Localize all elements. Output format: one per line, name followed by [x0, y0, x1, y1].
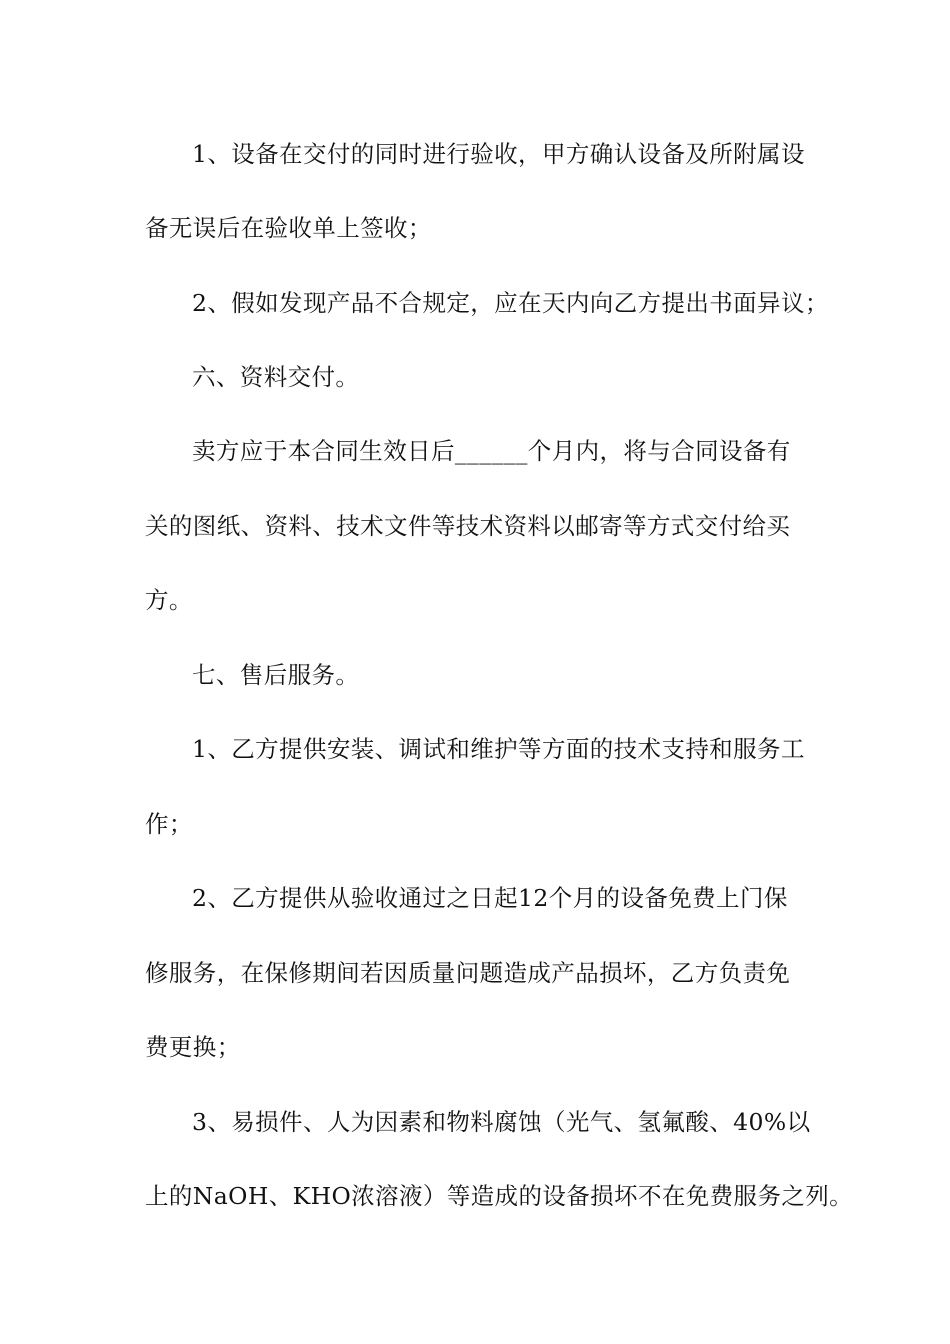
after-sales-2-line-2: 修服务，在保修期间若因质量问题造成产品损坏，乙方负责免 [145, 959, 791, 987]
section-heading-after-sales: 七、售后服务。 [192, 661, 360, 689]
after-sales-1-line-1: 1、乙方提供安装、调试和维护等方面的技术支持和服务工 [192, 735, 805, 763]
after-sales-2-line-1: 2、乙方提供从验收通过之日起12个月的设备免费上门保 [192, 884, 788, 912]
after-sales-2-line-3: 费更换； [145, 1033, 241, 1061]
clause-acceptance-2: 2、假如发现产品不合规定，应在天内向乙方提出书面异议； [192, 289, 829, 317]
documents-paragraph-line-1: 卖方应于本合同生效日后______个月内，将与合同设备有 [192, 437, 791, 465]
documents-paragraph-line-3: 方。 [145, 586, 193, 614]
clause-acceptance-1-line-1: 1、设备在交付的同时进行验收，甲方确认设备及所附属设 [192, 140, 805, 168]
after-sales-3-line-2: 上的NaOH、KHO浓溶液）等造成的设备损坏不在免费服务之列。 [145, 1182, 854, 1210]
documents-paragraph-line-2: 关的图纸、资料、技术文件等技术资料以邮寄等方式交付给买 [145, 512, 791, 540]
section-heading-documents: 六、资料交付。 [192, 363, 360, 391]
clause-acceptance-1-line-2: 备无误后在验收单上签收； [145, 214, 432, 242]
after-sales-3-line-1: 3、易损件、人为因素和物料腐蚀（光气、氢氟酸、40%以 [192, 1108, 811, 1136]
after-sales-1-line-2: 作； [145, 810, 193, 838]
